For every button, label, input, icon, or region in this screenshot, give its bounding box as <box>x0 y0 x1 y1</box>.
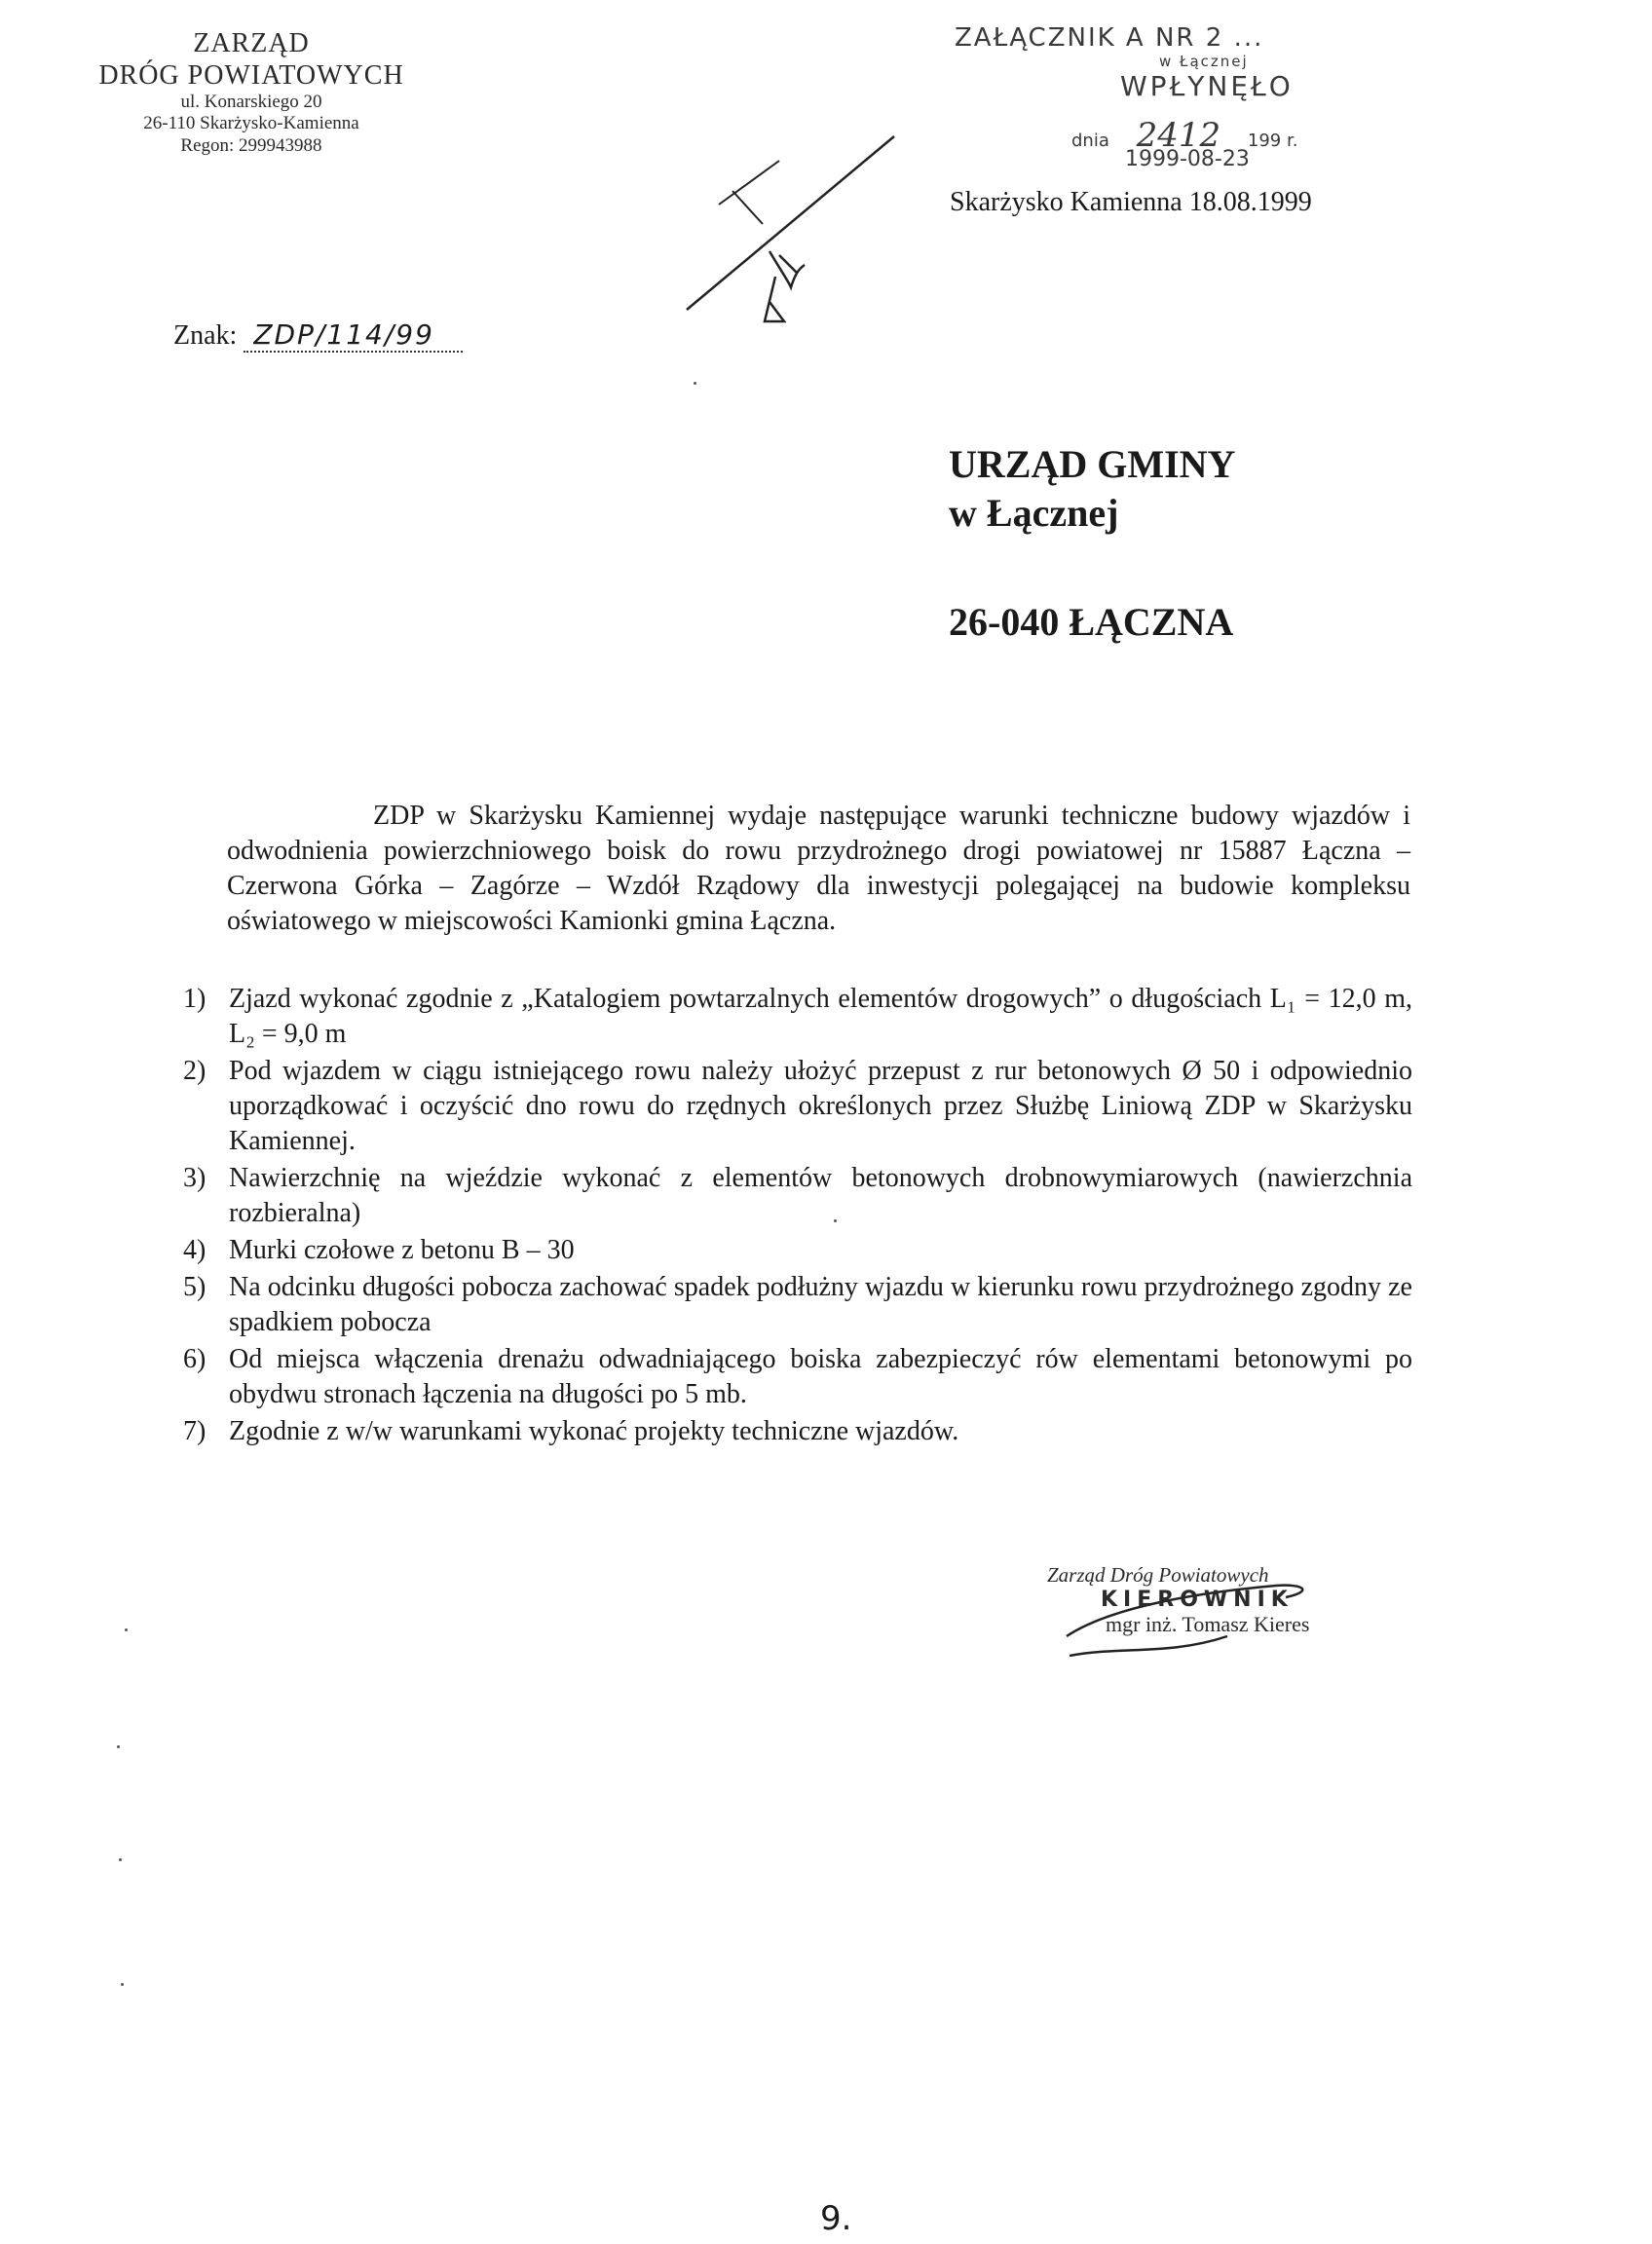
list-item-number: 1) <box>183 984 206 1014</box>
sender-line-1: ZARZĄD <box>193 28 310 58</box>
sender-city: 26-110 Skarżysko-Kamienna <box>143 113 359 134</box>
list-item-number: 7) <box>183 1416 206 1446</box>
receipt-stamp-attachment: ZAŁĄCZNIK A NR 2 ... <box>955 23 1264 53</box>
list-item-number: 6) <box>183 1344 206 1374</box>
receipt-stamp-year: 199 r. <box>1247 131 1298 151</box>
signature-stamp <box>1047 1563 1359 1637</box>
list-item-text: Od miejsca włączenia drenażu odwadniającego boiska zabezpieczyć rów elementami betonowymi po obydwu stronach łączenia na długości po 5 mb. <box>229 1344 1412 1409</box>
receipt-stamp-place: w Łącznej <box>1159 53 1249 70</box>
receipt-stamped-date: 1999-08-23 <box>1125 147 1250 171</box>
page-number: 9. <box>820 2199 852 2238</box>
list-item <box>183 1342 1412 1412</box>
list-item-text: Pod wjazdem w ciągu istniejącego rowu należy ułożyć przepust z rur betonowych Ø 50 i odpowiednio uporządkować i oczyścić dno rowu do rzędnych określonych przez Służbę Liniową ZDP w Skarżysku Kamiennej. <box>229 1056 1412 1156</box>
recipient-line-2: w Łącznej <box>949 491 1119 535</box>
receipt-handwritten-number: 2412 <box>1136 116 1221 155</box>
signature-stamp-name: mgr inż. Tomasz Kieres <box>1106 1612 1310 1636</box>
scan-speck <box>117 1745 120 1748</box>
receipt-stamp-date-label: dnia <box>1071 131 1109 151</box>
scan-speck <box>125 1628 128 1631</box>
list-item-text: Zgodnie z w/w warunkami wykonać projekty techniczne wjazdów. <box>229 1416 959 1446</box>
short-pen-stroke <box>719 161 779 205</box>
sender-line-2: DRÓG POWIATOWYCH <box>98 60 404 92</box>
reference-line <box>173 318 463 353</box>
list-item <box>183 1054 1412 1159</box>
body-paragraph: ZDP w Skarżysku Kamiennej wydaje następujące warunki techniczne budowy wjazdów i odwodnienia powierzchniowego boisk do rowu przydrożnego drogi powiatowej nr 15887 Łączna – Czerwona Górka – Zagórze – Wzdół Rządowy dla inwestycji polegającej na budowie kompleksu oświatowego w miejscowości Kamionki gmina Łączna. <box>227 801 1410 936</box>
scan-speck <box>694 382 696 385</box>
list-item-text: Na odcinku długości pobocza zachować spadek podłużny wjazdu w kierunku rowu przydrożnego zgodny ze spadkiem pobocza <box>229 1272 1412 1337</box>
list-item-text: Zjazd wykonać zgodnie z „Katalogiem powtarzalnych elementów drogowych” o długościach L₁ = 12,0 m, L₂ = 9,0 m <box>229 984 1412 1049</box>
scan-speck <box>121 1983 124 1986</box>
receipt-stamp-received: WPŁYNĘŁO <box>1120 70 1294 102</box>
initials-scribble <box>765 251 805 321</box>
scan-speck <box>119 1858 122 1861</box>
list-item-number: 2) <box>183 1056 206 1086</box>
list-item <box>183 1270 1412 1340</box>
list-item-number: 3) <box>183 1163 206 1193</box>
scan-speck <box>834 1219 837 1222</box>
sender-address: ul. Konarskiego 20 <box>180 92 322 113</box>
reference-value: ZDP/114/99 <box>244 318 463 353</box>
list-item <box>183 1161 1412 1231</box>
signature-stamp-office: Zarząd Dróg Powiatowych <box>1047 1563 1269 1587</box>
list-item-number: 4) <box>183 1235 206 1265</box>
conditions-list <box>183 982 1412 1451</box>
list-item <box>183 1414 1412 1449</box>
recipient-address <box>949 440 1235 647</box>
list-item <box>183 982 1412 1052</box>
recipient-line-3: 26-040 ŁĄCZNA <box>949 600 1234 644</box>
sender-regon: Regon: 299943988 <box>180 134 322 156</box>
list-item-text: Murki czołowe z betonu B – 30 <box>229 1235 575 1265</box>
signature-stamp-title: KIEROWNIK <box>1101 1588 1294 1612</box>
place-and-date: Skarżysko Kamienna 18.08.1999 <box>950 187 1312 217</box>
list-item <box>183 1233 1412 1268</box>
check-pen-stroke <box>732 191 763 224</box>
list-item-number: 5) <box>183 1272 206 1302</box>
recipient-line-1: URZĄD GMINY <box>949 442 1236 486</box>
list-item-text: Nawierzchnię na wjeździe wykonać z elementów betonowych drobnowymiarowych (nawierzchnia rozbieralna) <box>229 1163 1412 1228</box>
reference-label: Znak: <box>173 320 238 351</box>
